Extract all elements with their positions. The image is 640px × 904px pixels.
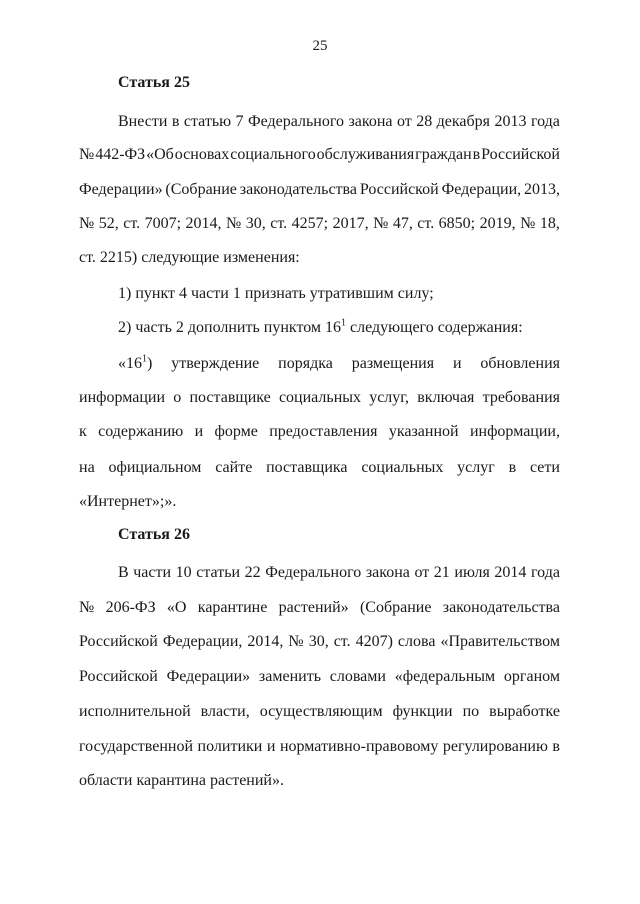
quote-open: «16: [118, 355, 142, 372]
word: (Собрание: [359, 599, 432, 616]
word: 21: [433, 564, 450, 581]
word: 2013,: [523, 181, 560, 198]
word: 2019,: [479, 215, 516, 232]
word: слова: [397, 633, 436, 650]
text-line: [79, 458, 560, 478]
word: года: [531, 564, 560, 581]
word: 2014,: [247, 633, 284, 650]
word: 2013: [494, 113, 527, 130]
word: статью: [183, 113, 232, 130]
text-line: [79, 667, 560, 687]
word: в: [552, 738, 560, 755]
word: о: [173, 389, 182, 406]
word: обновления: [480, 355, 560, 372]
text-line: [79, 632, 560, 652]
quote-close: ): [147, 355, 153, 372]
word: ст.: [270, 215, 288, 232]
word: 47,: [392, 215, 413, 232]
word: 22: [244, 564, 261, 581]
word: и: [266, 738, 276, 755]
text-line: «Интернет»;».: [79, 493, 177, 510]
list-item: 1) пункт 4 части 1 признать утратившим силу;: [118, 285, 434, 302]
word: 206-ФЗ: [105, 599, 156, 616]
word: №: [226, 215, 242, 232]
page-number: 25: [312, 38, 328, 54]
word: Внести: [118, 113, 168, 130]
word: к: [79, 423, 87, 440]
word: Федерации»: [166, 668, 251, 685]
text-line: области карантина растений».: [79, 772, 284, 789]
quote-line: [118, 354, 560, 374]
word: Российской: [359, 181, 439, 198]
word: Федерального: [265, 564, 362, 581]
word: №: [373, 215, 389, 232]
word: Федерации,: [441, 181, 522, 198]
word: «О: [166, 599, 187, 616]
word: официальном: [108, 459, 202, 476]
word: предоставления: [269, 423, 378, 440]
list-item: [118, 318, 560, 338]
word: органом: [503, 668, 560, 685]
word: Российской: [79, 668, 158, 685]
word: нормативно-правовому: [279, 738, 439, 755]
word: 7007;: [144, 215, 182, 232]
word: содержанию: [98, 423, 184, 440]
text-line: [79, 180, 560, 200]
word: (Собрание: [165, 181, 237, 198]
word: в: [171, 113, 180, 130]
word: включая: [417, 389, 475, 406]
word: услуг,: [369, 389, 410, 406]
word: заменить: [258, 668, 321, 685]
word: на: [79, 459, 95, 476]
word: словами: [329, 668, 386, 685]
word: июля: [454, 564, 490, 581]
word: размещения: [351, 355, 435, 372]
word: ст.: [123, 215, 141, 232]
word: и: [194, 423, 204, 440]
word: по: [462, 703, 480, 720]
word: 2017,: [332, 215, 369, 232]
text-line: [118, 112, 560, 132]
word: 18,: [539, 215, 560, 232]
word: Федерации,: [162, 633, 243, 650]
word: порядка: [278, 355, 333, 372]
word: растений»: [278, 599, 349, 616]
word: 10: [175, 564, 192, 581]
text-line: [79, 737, 560, 757]
text-line: [79, 214, 560, 234]
word: от: [414, 564, 430, 581]
word: декабря: [436, 113, 491, 130]
word: от: [396, 113, 412, 130]
word: 7: [235, 113, 244, 130]
superscript: 1: [341, 317, 347, 329]
word: функции: [392, 703, 453, 720]
superscript: 1: [142, 353, 147, 365]
text-line: [79, 145, 560, 165]
quote-number: [118, 354, 152, 374]
word: утверждение: [171, 355, 260, 372]
text-line: ст. 2215) следующие изменения:: [79, 249, 300, 266]
word: форме: [214, 423, 258, 440]
word: информации,: [469, 423, 560, 440]
word: «Об: [146, 146, 174, 163]
word: социальных: [361, 459, 444, 476]
word: исполнительной: [79, 703, 191, 720]
word: Российской: [481, 146, 560, 163]
word: №: [288, 633, 304, 650]
text-line: [79, 702, 560, 722]
word: социального: [230, 146, 316, 163]
article-26-heading: Статья 26: [118, 526, 190, 543]
word: поставщика: [266, 459, 348, 476]
word: власти,: [200, 703, 250, 720]
word: основах: [174, 146, 230, 163]
word: информации: [79, 389, 166, 406]
word: №: [520, 215, 536, 232]
word: года: [530, 113, 560, 130]
word: и: [452, 355, 462, 372]
word: 2014: [494, 564, 527, 581]
word: ст.: [417, 215, 435, 232]
word: закона: [348, 113, 393, 130]
word: №: [79, 215, 95, 232]
word: №: [79, 146, 95, 163]
word: Российской: [79, 633, 158, 650]
word: выработке: [489, 703, 560, 720]
word: требования: [482, 389, 560, 406]
word: политики: [197, 738, 263, 755]
word: граждан: [415, 146, 472, 163]
word: в: [508, 459, 517, 476]
word: социальных: [278, 389, 361, 406]
word: 442-ФЗ: [95, 146, 146, 163]
word: 6850;: [438, 215, 476, 232]
word: в: [472, 146, 481, 163]
word: поставщике: [189, 389, 271, 406]
text-line: [79, 598, 560, 618]
text-line: [118, 563, 560, 583]
word: ст.: [333, 633, 351, 650]
text-line: [79, 422, 560, 442]
word: 28: [416, 113, 433, 130]
word: сайте: [215, 459, 253, 476]
word: 4207): [355, 633, 393, 650]
text-line: [79, 388, 560, 408]
word: обслуживания: [316, 146, 415, 163]
word: закона: [365, 564, 410, 581]
word: законодательства: [239, 181, 357, 198]
word: карантине: [197, 599, 268, 616]
word: 52,: [98, 215, 119, 232]
item-text: следующего содержания:: [346, 319, 523, 336]
word: 30,: [245, 215, 266, 232]
word: государственной: [79, 738, 194, 755]
word: Федерального: [247, 113, 345, 130]
word: осуществляющим: [259, 703, 383, 720]
word: «Правительством: [440, 633, 560, 650]
word: регулированию: [442, 738, 548, 755]
item-text: 2) часть 2 дополнить пунктом 16: [118, 319, 342, 336]
word: 30,: [308, 633, 329, 650]
word: Федерации»: [79, 181, 163, 198]
word: №: [79, 599, 95, 616]
word: статьи: [196, 564, 241, 581]
word: 4257;: [291, 215, 329, 232]
word: 2014,: [185, 215, 222, 232]
word: «федеральным: [394, 668, 496, 685]
word: услуг: [457, 459, 495, 476]
word: законодательства: [442, 599, 560, 616]
word: части: [133, 564, 172, 581]
word: В: [118, 564, 129, 581]
word: сети: [529, 459, 560, 476]
article-25-heading: Статья 25: [118, 74, 190, 91]
word: указанной: [388, 423, 459, 440]
